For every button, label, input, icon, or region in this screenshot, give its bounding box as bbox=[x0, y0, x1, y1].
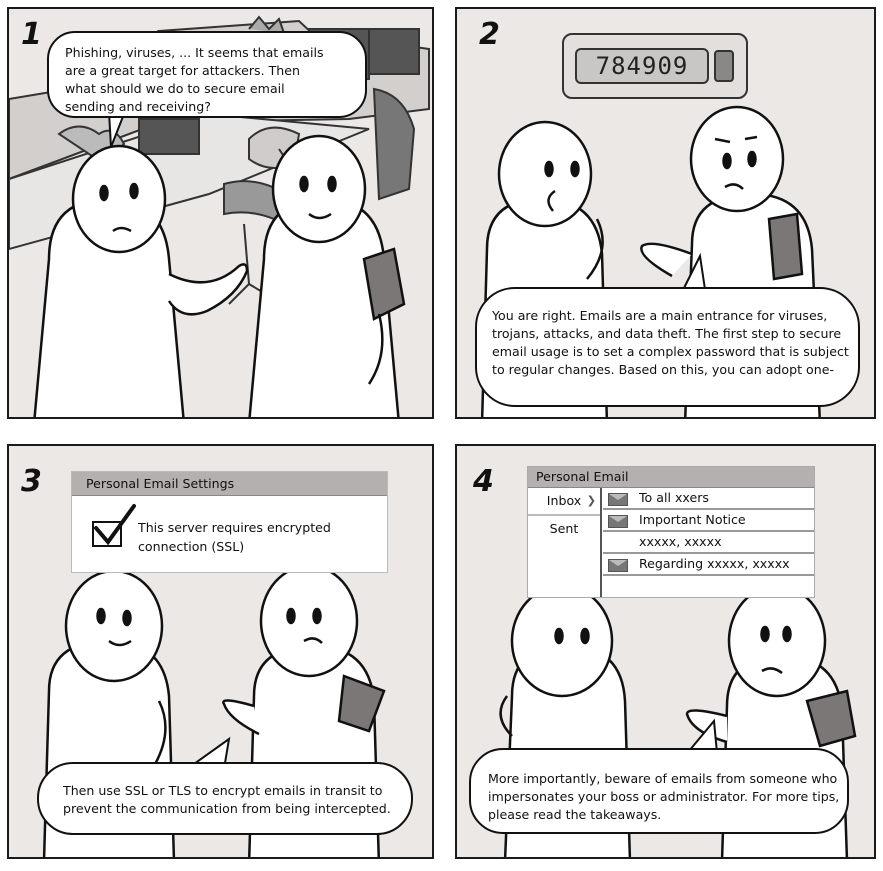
comic-panel-1 bbox=[7, 7, 434, 419]
bubble-line: trojans, attacks, and data theft. The first step to secure bbox=[492, 326, 842, 341]
comic-panel-2 bbox=[455, 7, 876, 419]
panel-number: 2 bbox=[479, 17, 500, 52]
bubble-line: prevent the communication from being intercepted. bbox=[63, 801, 391, 816]
bubble-line: to regular changes. Based on this, you can adopt one- bbox=[492, 362, 835, 377]
otp-code-display: 784909 bbox=[575, 48, 709, 84]
bubble-line: Phishing, viruses, ... It seems that emails bbox=[65, 45, 324, 60]
bubble-line: impersonates your boss or administrator. For more tips, bbox=[488, 789, 840, 804]
bubble-line: sending and receiving? bbox=[65, 99, 211, 114]
message-row[interactable] bbox=[603, 532, 814, 554]
option-line: This server requires encrypted bbox=[138, 520, 331, 535]
message-subject: Important Notice bbox=[639, 512, 746, 527]
bubble-line: More importantly, beware of emails from someone who bbox=[488, 771, 838, 786]
bubble-line: You are right. Emails are a main entrance for viruses, bbox=[492, 308, 828, 323]
folder-inbox[interactable] bbox=[528, 488, 600, 516]
email-client-title: Personal Email bbox=[528, 467, 814, 488]
otp-token-button bbox=[714, 50, 734, 82]
message-subject: To all xxers bbox=[639, 490, 709, 505]
message-row[interactable] bbox=[603, 510, 814, 532]
checkmark-icon bbox=[88, 502, 138, 548]
comic-panel-4 bbox=[455, 444, 876, 859]
speech-bubble bbox=[37, 762, 413, 835]
message-row[interactable] bbox=[603, 554, 814, 576]
panel-number: 4 bbox=[473, 464, 494, 499]
envelope-icon bbox=[608, 493, 628, 506]
folder-label: Sent bbox=[549, 521, 579, 536]
speech-bubble bbox=[47, 31, 367, 118]
chevron-right-icon: ❯ bbox=[586, 494, 596, 507]
settings-title: Personal Email Settings bbox=[72, 472, 387, 496]
panel-number: 1 bbox=[21, 17, 42, 52]
speech-bubble bbox=[469, 748, 849, 834]
bubble-line: Then use SSL or TLS to encrypt emails in transit to bbox=[63, 783, 383, 798]
option-line: connection (SSL) bbox=[138, 539, 245, 554]
folder-sent[interactable] bbox=[528, 516, 600, 542]
ssl-option-label bbox=[138, 518, 331, 556]
envelope-icon bbox=[608, 515, 628, 528]
speech-bubble bbox=[475, 287, 860, 407]
email-settings-dialog bbox=[71, 471, 388, 573]
bubble-line: please read the takeaways. bbox=[488, 807, 662, 822]
message-list bbox=[603, 488, 814, 576]
panel-number: 3 bbox=[21, 464, 42, 499]
comic-panel-3 bbox=[7, 444, 434, 859]
email-client-window bbox=[527, 466, 815, 598]
folder-sidebar bbox=[528, 488, 602, 597]
bubble-line: what should we do to secure email bbox=[65, 81, 285, 96]
otp-token-device bbox=[562, 33, 748, 99]
bubble-line: are a great target for attackers. Then bbox=[65, 63, 300, 78]
envelope-icon bbox=[608, 559, 628, 572]
message-subject: Regarding xxxxx, xxxxx bbox=[639, 556, 790, 571]
folder-label: Inbox bbox=[546, 493, 582, 508]
message-row[interactable] bbox=[603, 488, 814, 510]
message-subject: xxxxx, xxxxx bbox=[639, 534, 722, 549]
bubble-line: email usage is to set a complex password that is subject bbox=[492, 344, 849, 359]
